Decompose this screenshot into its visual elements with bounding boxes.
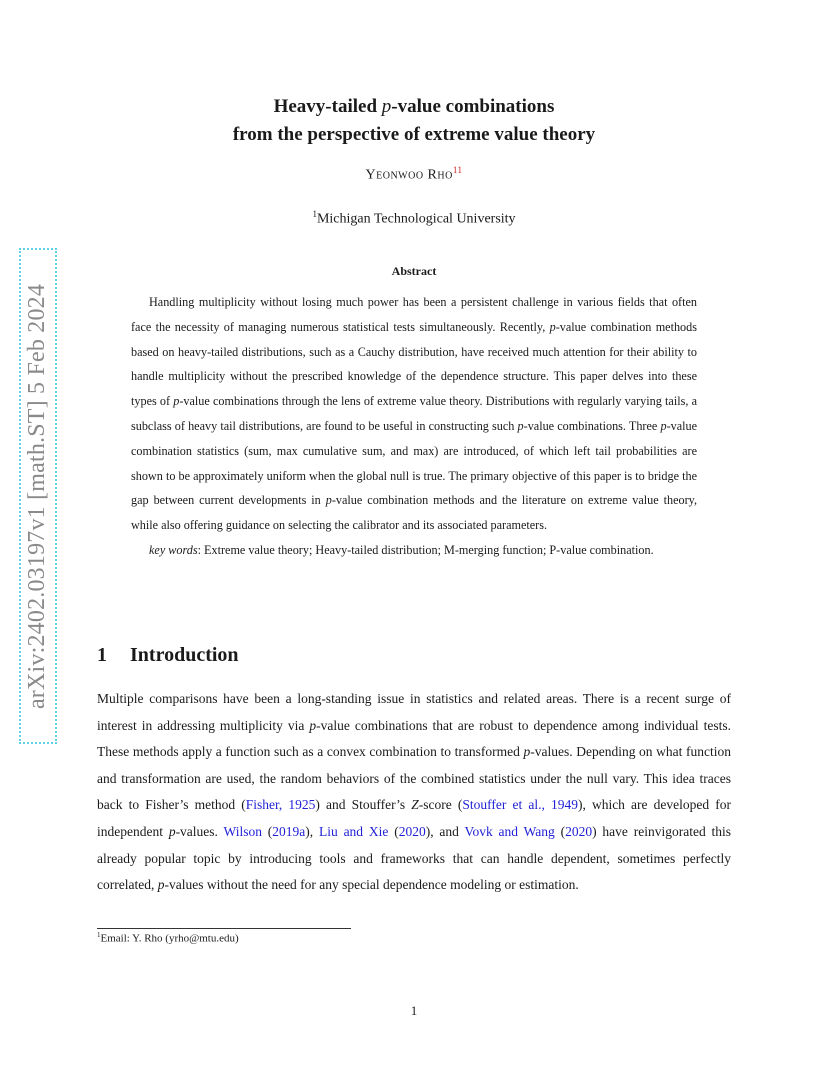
affiliation-name: Michigan Technological University [316,211,516,227]
intro-text: ( [554,823,566,839]
math-p: p [517,418,524,433]
arxiv-identifier-text: arXiv:2402.03197v1 [math.ST] 5 Feb 2024 [24,283,51,709]
abstract-text: -value combinations. Three [523,418,661,433]
abstract-text: -value combination methods based on heavy-tailed distributions, such as a Cauchy distribution, have received much attention for their ability to handle multiplicity without the prescribed knowledge of the dependence structure. This paper delves into these types of [131,319,697,409]
abstract-heading: Abstract [391,264,437,278]
abstract-paragraph [131,290,697,538]
abstract-body [131,290,697,563]
introduction-body [97,686,731,899]
section-heading [97,644,239,667]
intro-text: Multiple comparisons have been a long-standing issue in statistics and related areas. There is a recent surge of interest in addressing multiplicity via [97,691,731,733]
intro-text: ), and [425,823,465,839]
intro-text: ( [261,823,273,839]
intro-text: -score ( [418,797,463,813]
citation-link[interactable]: Fisher, 1925 [245,797,316,813]
paper-title [0,93,828,149]
citation-link[interactable]: Liu and Xie [319,823,389,839]
title-text: Heavy-tailed [273,96,382,117]
math-p: p [168,823,176,839]
math-z: Z [411,797,419,813]
math-p: p [309,717,317,733]
citation-link[interactable]: 2020 [398,823,426,839]
author-name: Yeonwoo Rho [365,167,453,183]
author-line [0,165,828,184]
keywords-text: : Extreme value theory; Heavy-tailed distribution; M-merging function; P-value combination. [197,542,654,557]
math-p: p [523,744,531,760]
math-p: p [157,877,165,893]
title-line-1 [0,93,828,121]
keywords-label: key words [149,542,198,557]
arxiv-identifier-stamp [19,248,57,744]
footnote-mark: 1 [97,931,101,939]
intro-text: -value combinations that are robust to dependence among individual tests. These methods apply a function such as a convex combination to transformed [97,717,731,760]
math-p: p [660,418,667,433]
math-p: p [549,319,556,334]
keywords-line [131,538,697,563]
title-line-2: from the perspective of extreme value theory [232,124,596,145]
intro-text: ( [388,823,399,839]
citation-link[interactable]: Vovk and Wang [464,823,555,839]
citation-link[interactable]: 2019a [272,823,306,839]
page-number: 1 [410,1003,418,1018]
intro-text: ), [305,823,319,839]
footnote-rule [97,928,351,929]
math-p: p [325,493,332,508]
intro-paragraph [97,686,731,899]
intro-text: ) and Stouffer’s [315,797,412,813]
citation-link[interactable]: 2020 [565,823,593,839]
affiliation [0,209,828,228]
footnote-text: Email: Y. Rho (yrho@mtu.edu) [100,932,239,945]
intro-text: -values. [175,823,224,839]
author-footnote-marks[interactable]: 11 [452,165,463,175]
intro-text: ) have reinvigorated this already popular topic by introducing tools and frameworks that can handle dependent, sometimes perfectly correlated, [97,823,732,893]
abstract-text: -value combinations through the lens of extreme value theory. Distributions with regularly varying tails, a subclass of heavy tail distributions, are found to be useful in constructing such [131,394,697,433]
math-p: p [173,394,180,409]
title-text: -value combinations [391,96,555,117]
abstract-text: -value combination methods and the literature on extreme value theory, while also offering guidance on selecting the calibrator and its associated parameters. [131,493,697,533]
intro-text: -values. Depending on what function and transformation are used, the random behaviors of the combined statistics under the null vary. This idea traces back to Fisher’s method ( [97,744,732,813]
intro-text: ), which are developed for independent [97,797,731,839]
title-math-p: p [381,96,392,117]
citation-link[interactable]: Wilson [223,823,262,839]
citation-link[interactable]: Stouffer et al., 1949 [462,797,578,813]
abstract-text: -value combination statistics (sum, max cumulative sum, and max) are introduced, of which left tail probabilities are shown to be approximately uniform when the global null is true. The primary objective of this paper is to bridge the gap between current developments in [131,418,698,508]
affiliation-mark: 1 [312,209,317,219]
section-title: Introduction [130,644,239,666]
section-number: 1 [97,644,107,666]
footnote [97,931,239,945]
abstract-text: Handling multiplicity without losing much power has been a persistent challenge in various fields that often face the necessity of managing numerous statistical tests simultaneously. Recently, [131,295,697,334]
intro-text: -values without the need for any special dependence modeling or estimation. [164,877,579,893]
